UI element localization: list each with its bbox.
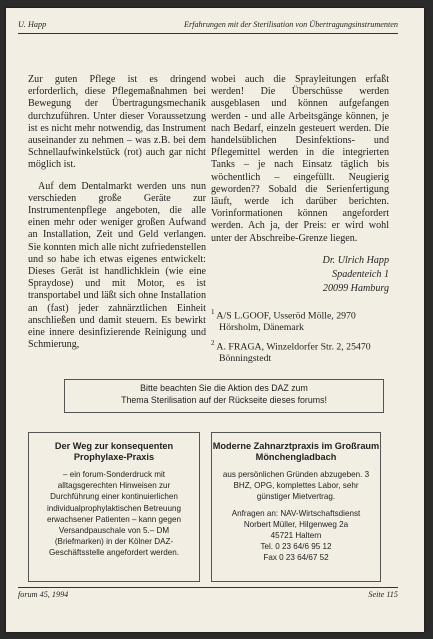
ad-zahnarztpraxis-title: Moderne Zahnarztpraxis im Großraum Mönchengladbach xyxy=(212,441,380,462)
footnotes xyxy=(211,306,389,366)
left-paragraph-1: Zur guten Pflege ist es dringend erforderlich, diese Pflegemaßnahmen bei Bewegung der Übertragungsmechanik durchzuführen. Unter dieser Voraussetzung ist es nicht mehr notwendig, das Instrument auseinander zu nehmen – was z.B. bei dem Schnellaufwinkelstück (rot) auch gar nicht möglich ist. xyxy=(28,74,206,171)
right-paragraph: wobei auch die Sprayleitungen erfaßt werden! Die Überschüsse werden ausgeblasen und können aufgefangen werden - und alle Arbeitsgänge können, je nach Bedarf, einzeln gesteuert werden. Die handelsüblichen Desinfektions- und Pflegemittel werden in die integrierten Tanks – je nach Einsatz täglich bis wöchentlich – eingefüllt. Neugierig geworden?? Sobald die Serienfertigung läuft, werde ich darüber berichten. Vorinformationen können angefordert werden. Ach ja, der Preis: er wird wohl unter der Abschreibe-Grenze liegen. xyxy=(211,74,389,244)
signature-city: 20099 Hamburg xyxy=(322,282,389,294)
signature-name: Dr. Ulrich Happ xyxy=(322,254,389,266)
footer-rule xyxy=(18,587,398,588)
running-footer xyxy=(18,590,398,602)
header-rule xyxy=(18,33,398,34)
ad-prophylaxe-title: Der Weg zur konsequenten Prophylaxe-Praxis xyxy=(54,441,174,462)
ad-contact-line: Fax 0 23 64/67 52 xyxy=(263,553,329,563)
signature-block xyxy=(211,254,389,296)
ad-contact-line: Norbert Müller, Hilgenweg 2a xyxy=(243,519,349,529)
header-title: Erfahrungen mit der Sterilisation von Übertragungsinstrumenten xyxy=(183,20,398,29)
ad-prophylaxe-body: – ein forum-Sonderdruck mit alltagsgerechten Hinweisen zur Durchführung einer kontinuierlichen individualprophylaktischen Betreuung erwachsener Patienten – kann gegen Versandpauschale von 5.– DM (Briefmarken) in der Kölner DAZ-Geschäftsstelle angefordert werden. xyxy=(46,470,182,558)
right-column xyxy=(211,74,389,368)
footer-issue: forum 45, 1994 xyxy=(18,590,69,599)
ad-contact-line: 45721 Haltern xyxy=(270,531,322,541)
ad-zahnarztpraxis xyxy=(211,432,381,582)
notice-box xyxy=(64,379,384,413)
ad-prophylaxe xyxy=(28,432,200,582)
document-page xyxy=(6,8,424,632)
footer-page-number: Seite 115 xyxy=(368,590,398,599)
left-column xyxy=(28,74,206,360)
notice-line-1: Bitte beachten Sie die Aktion des DAZ zum xyxy=(140,383,308,393)
notice-line-2: Thema Sterilisation auf der Rückseite dieses forums! xyxy=(121,395,327,405)
footnote: $^1$ A/S L.GOOF, Usseröd Mölle, 2970 Hörsholm, Dänemark xyxy=(211,307,356,334)
footnote: $^2$ A. FRAGA, Winzeldorfer Str. 2, 25470 Bönningstedt xyxy=(211,339,371,365)
signature-street: Spadenteich 1 xyxy=(332,268,389,280)
ad-contact-line: Anfragen an: NAV-Wirtschaftsdienst xyxy=(231,508,361,518)
header-author: U. Happ xyxy=(18,20,47,29)
ad-contact-line: Tel. 0 23 64/6 95 12 xyxy=(260,542,332,552)
ad-zahnarztpraxis-body: aus persönlichen Gründen abzugeben. 3 BHZ, OPG, komplettes Labor, sehr günstiger Mietvertrag. xyxy=(222,470,370,502)
left-paragraph-2: Auf dem Dentalmarkt werden uns nun verschieden große Geräte zur Instrumentenpflege angeboten, die alle einen mehr oder weniger großen Aufwand an Installation, Zeit und Geld verlangen. Sie konnten mich alle nicht zufriedenstellen und so habe ich etwas eigenes entwickelt: Dieses Gerät ist handlichklein (wie eine Spraydose) und mit Motor, es ist transportabel und läßt sich ohne Installation an (fast) jeder zahnärztlichen Einheit anschließen und damit steuern. Es bewirkt eine innere desinfizierende Reinigung und Schmierung, xyxy=(28,180,206,351)
ad-contact xyxy=(220,508,372,564)
